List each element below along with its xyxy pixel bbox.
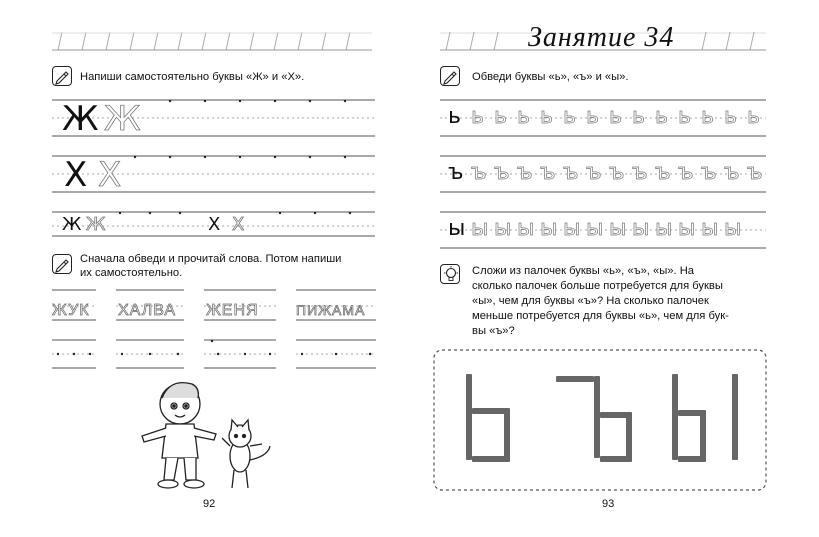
row1-letter-traced: Ж xyxy=(104,99,141,139)
pencil-icon xyxy=(440,66,460,86)
row3-letter-traced: Ж xyxy=(86,214,106,235)
traced-letter: ы xyxy=(540,216,558,241)
traced-letter: ъ xyxy=(540,160,556,185)
task2-instruction-line1: Сначала обведи и прочитай слова. Потом напиши xyxy=(80,253,342,265)
row3-letter-solid2: Х xyxy=(208,214,221,235)
traced-letter: ь xyxy=(494,104,507,129)
traced-letter: ы xyxy=(448,216,466,241)
traced-word-2: ХАЛВА xyxy=(118,302,177,319)
traced-letter: ь xyxy=(632,104,645,129)
traced-letter: ъ xyxy=(494,160,510,185)
traced-letter: ь xyxy=(609,104,622,129)
right-page-number: 93 xyxy=(602,498,615,510)
traced-letter: ь xyxy=(678,104,691,129)
traced-letter: ы xyxy=(678,216,696,241)
traced-letter: ъ xyxy=(747,160,763,185)
traced-letter: ы xyxy=(494,216,512,241)
traced-letter: ъ xyxy=(678,160,694,185)
traced-letter: ы xyxy=(724,216,742,241)
row3-letter-solid: Ж xyxy=(62,214,82,235)
traced-word-3: ЖЕНЯ xyxy=(206,302,259,319)
traced-letter: ы xyxy=(471,216,489,241)
row3-letter-traced2: Х xyxy=(232,214,245,235)
row2-letter-solid: Х xyxy=(64,155,88,195)
traced-letter: ь xyxy=(540,104,553,129)
traced-letter: ь xyxy=(724,104,737,129)
right-page xyxy=(410,0,819,537)
traced-letter: ь xyxy=(586,104,599,129)
boy-and-cat-illustration xyxy=(0,0,409,537)
task2-line3: «ы», чем для буквы «ъ»? На сколько палочек xyxy=(472,295,709,307)
traced-word-4: ПИЖАМА xyxy=(296,302,366,318)
traced-letter: ъ xyxy=(655,160,671,185)
traced-letter: ь xyxy=(701,104,714,129)
traced-letter: ы xyxy=(632,216,650,241)
traced-letter: ы xyxy=(701,216,719,241)
task1-instruction: Напиши самостоятельно буквы «Ж» и «Х». xyxy=(80,71,305,83)
row2-letter-traced: Х xyxy=(98,155,122,195)
task2-instruction-line2: их самостоятельно. xyxy=(80,267,183,279)
traced-letter: ъ xyxy=(517,160,533,185)
task1-instruction: Обведи буквы «ь», «ъ» и «ы». xyxy=(472,71,629,83)
traced-letter: ь xyxy=(517,104,530,129)
traced-letter: ь xyxy=(655,104,668,129)
task2-line1: Сложи из палочек буквы «ь», «ъ», «ы». На xyxy=(472,265,695,277)
task2-line2: сколько палочек больше потребуется для буквы xyxy=(472,280,723,292)
task2-line5: вы «ъ»? xyxy=(472,325,515,337)
left-page-number: 92 xyxy=(203,498,216,510)
row1-letter-solid: Ж xyxy=(62,99,99,139)
traced-letter: ъ xyxy=(609,160,625,185)
traced-letter: ъ xyxy=(586,160,602,185)
traced-letter: ы xyxy=(517,216,535,241)
traced-letter: ъ xyxy=(471,160,487,185)
traced-letter: ъ xyxy=(563,160,579,185)
traced-letter: ь xyxy=(563,104,576,129)
lesson-title: Занятие 34 xyxy=(528,22,675,53)
traced-letter: ъ xyxy=(632,160,648,185)
traced-letter: ь xyxy=(471,104,484,129)
task2-line4: меньше потребуется для буквы «ь», чем для бук- xyxy=(472,310,729,322)
traced-letter: ъ xyxy=(448,160,464,185)
traced-word-1: ЖУК xyxy=(52,302,90,319)
traced-letter: ъ xyxy=(724,160,740,185)
lightbulb-icon xyxy=(440,264,460,284)
traced-letter: ы xyxy=(563,216,581,241)
traced-letter: ь xyxy=(448,104,461,129)
traced-letter: ы xyxy=(655,216,673,241)
left-page xyxy=(0,0,409,537)
traced-letter: ь xyxy=(747,104,760,129)
traced-letter: ъ xyxy=(701,160,717,185)
traced-letter: ы xyxy=(586,216,604,241)
traced-letter: ы xyxy=(609,216,627,241)
